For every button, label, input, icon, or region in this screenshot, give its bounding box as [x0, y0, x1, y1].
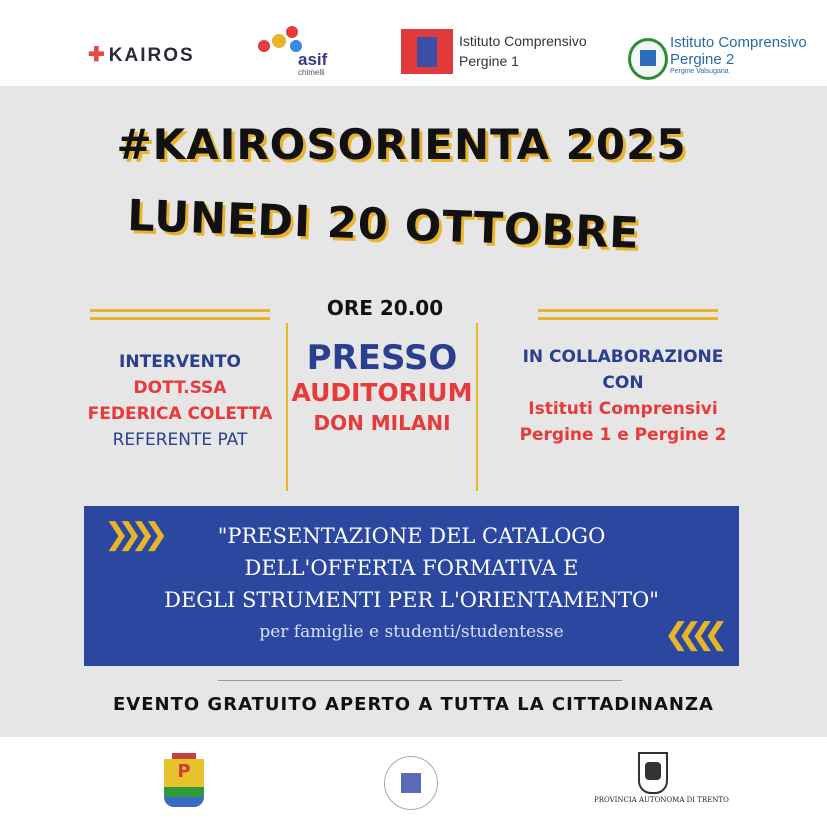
eagle-crest-icon: [638, 752, 668, 794]
free-event-notice: EVENTO GRATUITO APERTO A TUTTA LA CITTADINANZA: [113, 694, 714, 715]
ic-pergine1-line2: Pergine 1: [459, 53, 519, 69]
presentation-line2: DELL'OFFERTA FORMATIVA E: [244, 556, 579, 580]
asif-logo-text: asif: [298, 50, 328, 69]
presentation-text: [84, 517, 739, 652]
school-seal-icon: [384, 756, 438, 810]
chevrons-right-icon: ❯❯❯❯: [104, 517, 157, 552]
ic-pergine2-emblem-icon: [628, 38, 668, 80]
asif-logo-sub: chimelli: [298, 68, 325, 77]
ic-pergine2-text: [670, 34, 807, 68]
event-date: LUNEDI 20 OTTOBRE: [126, 191, 641, 259]
municipality-crest-icon: P: [164, 753, 204, 807]
event-title: #KAIROSORIENTA 2025: [116, 120, 687, 169]
provincia-text: PROVINCIA AUTONOMA DI TRENTO: [594, 796, 729, 804]
divider-right-top: [538, 309, 718, 312]
ic-pergine1-text: [459, 31, 587, 71]
speaker-title: DOTT.SSA: [133, 378, 227, 398]
collaboration-block: [483, 344, 763, 448]
divider-left-bottom: [90, 317, 270, 320]
asif-dot-red2-icon: [286, 26, 298, 38]
chevrons-left-icon: ❮❮❮❮: [664, 617, 717, 652]
collab-schools: Pergine 1 e Pergine 2: [519, 425, 727, 445]
venue-block: [286, 338, 478, 438]
asif-logo: [256, 24, 336, 80]
event-time: ORE 20.00: [326, 296, 444, 320]
asif-dot-yellow-icon: [272, 34, 286, 48]
collab-institutes: Istituti Comprensivi: [528, 399, 718, 419]
presentation-audience: per famiglie e studenti/studentesse: [259, 622, 564, 642]
ic-pergine1-line1: Istituto Comprensivo: [459, 33, 587, 49]
ic-pergine2-line1: Istituto Comprensivo: [670, 34, 807, 51]
collab-heading: IN COLLABORAZIONE: [522, 347, 724, 367]
ic-pergine2-sub: Pergine Valsugana: [670, 68, 729, 75]
footer-separator: [218, 680, 622, 681]
collab-con: CON: [602, 373, 644, 393]
kairos-logo-text: KAIROS: [108, 45, 195, 66]
speaker-name: FEDERICA COLETTA: [87, 404, 273, 424]
presentation-panel: [84, 506, 739, 666]
venue-subname: DON MILANI: [313, 411, 451, 435]
ic-pergine2-line2: Pergine 2: [670, 51, 735, 68]
speaker-role: REFERENTE PAT: [112, 430, 248, 450]
presentation-line3: DEGLI STRUMENTI PER L'ORIENTAMENTO": [164, 588, 659, 612]
ic-pergine1-emblem-icon: [401, 29, 453, 74]
speaker-heading: INTERVENTO: [119, 352, 241, 372]
presentation-line1: "PRESENTAZIONE DEL CATALOGO: [217, 524, 606, 548]
venue-name: AUDITORIUM: [291, 378, 473, 407]
kairos-logo: [88, 42, 195, 67]
divider-right-bottom: [538, 317, 718, 320]
divider-left-top: [90, 309, 270, 312]
asif-dot-red-icon: [258, 40, 270, 52]
kairos-mark-icon: ✚: [88, 44, 107, 66]
venue-heading: PRESSO: [306, 338, 458, 378]
speaker-block: [60, 349, 300, 453]
